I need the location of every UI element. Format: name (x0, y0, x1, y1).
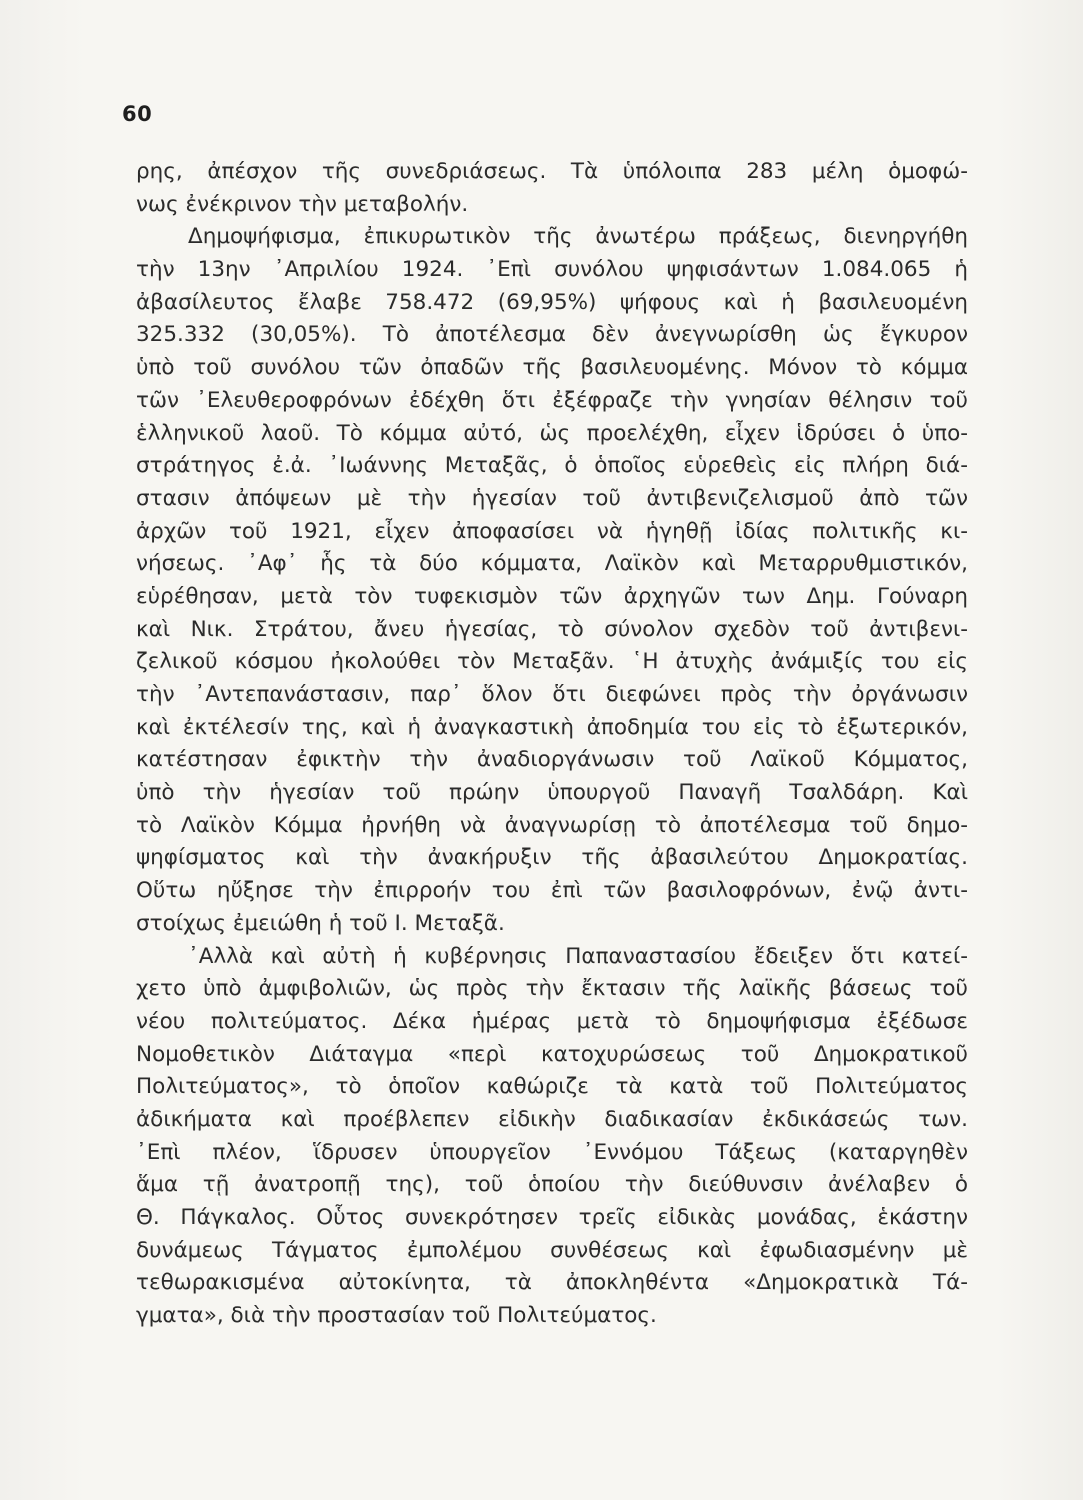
text-line: Πολιτεύματος», τὸ ὁποῖον καθώριζε τὰ κατὰ τοῦ Πολιτεύματος (136, 1074, 968, 1100)
text-line: ἅμα τῇ ἀνατροπῇ της), τοῦ ὁποίου τὴν διεύθυνσιν ἀνέλαβεν ὁ (136, 1172, 968, 1198)
text-line: τὴν ᾿Αντεπανάστασιν, παρ᾿ ὅλον ὅτι διεφώνει πρὸς τὴν ὀργάνωσιν (136, 682, 968, 707)
text-line: 325.332 (30,05%). Τὸ ἀποτέλεσμα δὲν ἀνεγνωρίσθη ὡς ἔγκυρον (136, 322, 968, 348)
text-line: κατέστησαν ἐφικτὴν τὴν ἀναδιοργάνωσιν τοῦ Λαϊκοῦ Κόμματος, (136, 747, 968, 773)
text-line: ζελικοῦ κόσμου ἠκολούθει τὸν Μεταξᾶν. ῾Η ἀτυχὴς ἀνάμιξίς του εἰς (136, 649, 968, 675)
text-line: ρης, ἀπέσχον τῆς συνεδριάσεως. Τὰ ὑπόλοιπα 283 μέλη ὁμοφώ- (136, 159, 968, 184)
text-line: Νομοθετικὸν Διάταγμα «περὶ κατοχυρώσεως τοῦ Δημοκρατικοῦ (136, 1041, 968, 1067)
text-line: γματα», διὰ τὴν προστασίαν τοῦ Πολιτεύματος. (136, 1303, 657, 1329)
text-line: καὶ Νικ. Στράτου, ἄνευ ἡγεσίας, τὸ σύνολον σχεδὸν τοῦ ἀντιβενι- (136, 616, 968, 642)
text-line: στράτηγος ἐ.ἀ. ᾿Ιωάννης Μεταξᾶς, ὁ ὁποῖος εὑρεθεὶς εἰς πλήρη διά- (136, 453, 968, 479)
text-line: Θ. Πάγκαλος. Οὗτος συνεκρότησεν τρεῖς εἰδικὰς μονάδας, ἑκάστην (136, 1205, 968, 1230)
text-line: νως ἐνέκρινον τὴν μεταβολήν. (136, 191, 469, 217)
text-line: τὸ Λαϊκὸν Κόμμα ἠρνήθη νὰ ἀναγνωρίσῃ τὸ ἀποτέλεσμα τοῦ δημο- (136, 812, 968, 838)
text-line: ᾿Αλλὰ καὶ αὐτὴ ἡ κυβέρνησις Παπαναστασίου ἔδειξεν ὅτι κατεί- (188, 943, 968, 969)
text-line: ψηφίσματος καὶ τὴν ἀνακήρυξιν τῆς ἀβασιλεύτου Δημοκρατίας. (136, 845, 968, 871)
text-line: εὑρέθησαν, μετὰ τὸν τυφεκισμὸν τῶν ἀρχηγῶν των Δημ. Γούναρη (136, 583, 968, 609)
text-line: ᾿Επὶ πλέον, ἵδρυσεν ὑπουργεῖον ᾿Εννόμου Τάξεως (καταργηθὲν (136, 1139, 968, 1165)
text-line: τεθωρακισμένα αὐτοκίνητα, τὰ ἀποκληθέντα «Δημοκρατικὰ Τά- (136, 1270, 968, 1296)
text-line: νέου πολιτεύματος. Δέκα ἡμέρας μετὰ τὸ δημοψήφισμα ἐξέδωσε (136, 1008, 968, 1034)
text-line: ὑπὸ τὴν ἡγεσίαν τοῦ πρώην ὑπουργοῦ Παναγῆ Τσαλδάρη. Καὶ (136, 780, 968, 806)
text-line: χετο ὑπὸ ἀμφιβολιῶν, ὡς πρὸς τὴν ἔκτασιν τῆς λαϊκῆς βάσεως τοῦ (136, 976, 968, 1002)
body-text (136, 156, 968, 1333)
text-line: ἀδικήματα καὶ προέβλεπεν εἰδικὴν διαδικασίαν ἐκδικάσεώς των. (136, 1106, 968, 1132)
text-line: τῶν ᾿Ελευθεροφρόνων ἐδέχθη ὅτι ἐξέφραζε τὴν γνησίαν θέλησιν τοῦ (136, 387, 968, 413)
text-line: ἀβασίλευτος ἔλαβε 758.472 (69,95%) ψήφους καὶ ἡ βασιλευομένη (136, 289, 968, 315)
text-line: στοίχως ἐμειώθη ἡ τοῦ Ι. Μεταξᾶ. (136, 910, 505, 936)
text-line: τὴν 13ην ᾿Απριλίου 1924. ᾿Επὶ συνόλου ψηφισάντων 1.084.065 ἡ (136, 257, 968, 283)
text-line: δυνάμεως Τάγματος ἐμπολέμου συνθέσεως καὶ ἐφωδιασμένην μὲ (136, 1237, 968, 1263)
text-line: ἀρχῶν τοῦ 1921, εἶχεν ἀποφασίσει νὰ ἡγηθῇ ἰδίας πολιτικῆς κι- (136, 518, 968, 544)
text-line: καὶ ἐκτέλεσίν της, καὶ ἡ ἀναγκαστικὴ ἀποδημία του εἰς τὸ ἐξωτερικόν, (136, 714, 968, 740)
text-line: ὑπὸ τοῦ συνόλου τῶν ὀπαδῶν τῆς βασιλευομένης. Μόνον τὸ κόμμα (136, 355, 968, 381)
text-line: στασιν ἀπόψεων μὲ τὴν ἡγεσίαν τοῦ ἀντιβενιζελισμοῦ ἀπὸ τῶν (136, 485, 968, 511)
text-line: ἑλληνικοῦ λαοῦ. Τὸ κόμμα αὐτό, ὡς προελέχθη, εἶχεν ἱδρύσει ὁ ὑπο- (136, 420, 968, 446)
page-number: 60 (122, 102, 153, 126)
text-line: Δημοψήφισμα, ἐπικυρωτικὸν τῆς ἀνωτέρω πράξεως, διενηργήθη (188, 224, 968, 250)
text-line: νήσεως. ᾿Αφ᾿ ἧς τὰ δύο κόμματα, Λαϊκὸν καὶ Μεταρρυθμιστικόν, (136, 551, 968, 577)
text-line: Οὕτω ηὔξησε τὴν ἐπιρροήν του ἐπὶ τῶν βασιλοφρόνων, ἐνῷ ἀντι- (136, 878, 968, 904)
